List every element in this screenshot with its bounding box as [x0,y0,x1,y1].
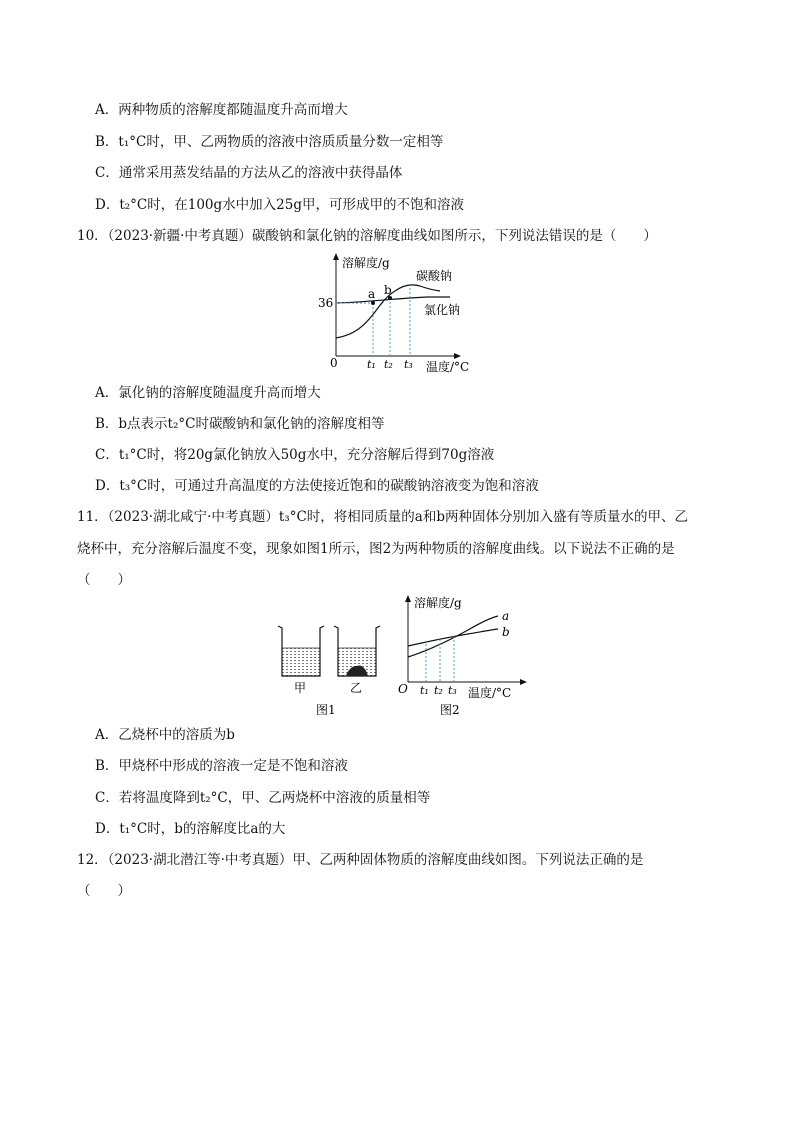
origin-label: O [398,682,408,696]
q9-option-b: B．t₁°C时，甲、乙两物质的溶液中溶质质量分数一定相等 [95,134,444,150]
series-label-b: b [502,625,510,639]
q11-option-c: C．若将温度降到t₂°C，甲、乙两烧杯中溶液的质量相等 [95,790,431,806]
x-axis-label: 温度/°C [426,360,470,374]
beaker-label-yi: 乙 [350,681,363,695]
y-axis-arrow-icon [333,253,339,260]
x-axis-label: 温度/°C [468,686,512,700]
q11-figure1-beakers [270,620,390,720]
x-tick-t1: t₁ [367,358,376,371]
q9-option-a: A．两种物质的溶解度都随温度升高而增大 [95,102,348,118]
y-axis-label: 溶解度/g [342,256,390,270]
q11-option-d: D．t₁°C时，b的溶解度比a的大 [95,821,286,837]
q11-figure2-solubility [390,590,530,720]
figure2-caption: 图2 [440,703,460,717]
x-axis-arrow-icon [454,353,461,359]
y-axis-label: 溶解度/g [414,596,462,610]
x-tick-t3: t₃ [404,358,413,371]
x-tick-t3: t₃ [448,684,457,697]
y-tick-36: 36 [318,296,334,310]
beaker-label-jia: 甲 [294,681,307,695]
q10-option-c: C．t₁°C时，将20g氯化钠放入50g水中，充分溶解后得到70g溶液 [95,447,495,463]
figure1-caption: 图1 [316,703,336,717]
x-tick-t2: t₂ [384,358,393,371]
x-tick-t2: t₂ [434,684,443,697]
q10-option-d: D．t₃°C时，可通过升高温度的方法使接近饱和的碳酸钠溶液变为饱和溶液 [95,478,539,494]
y-axis-arrow-icon [405,595,411,602]
x-tick-t1: t₁ [420,684,429,697]
q12-stem-line1: 12．（2023·湖北潜江等·中考真题）甲、乙两种固体物质的溶解度曲线如图。下列说法正确的是 [77,852,644,868]
series-label-a: a [502,609,510,623]
q11-stem-line1: 11．（2023·湖北咸宁·中考真题）t₃°C时，将相同质量的a和b两种固体分别加入盛有等质量水的甲、乙 [77,509,688,525]
point-b-label: b [384,283,392,297]
series-label-sodium-carbonate: 碳酸钠 [416,269,453,283]
q11-option-b: B．甲烧杯中形成的溶液一定是不饱和溶液 [95,758,348,774]
q11-stem-line3: （ ） [77,572,131,588]
q10-option-a: A．氯化钠的溶解度随温度升高而增大 [95,385,321,401]
q11-stem-line2: 烧杯中，充分溶解后温度不变，现象如图1所示，图2为两种物质的溶解度曲线。以下说法不正确的是 [77,541,675,557]
q12-stem-line2: （ ） [77,883,131,899]
point-a-label: a [368,287,376,301]
beaker-yi [334,626,380,676]
q9-option-c: C．通常采用蒸发结晶的方法从乙的溶液中获得晶体 [95,165,403,181]
q10-option-b: B．b点表示t₂°C时碳酸钠和氯化钠的溶解度相等 [95,416,385,432]
q10-solubility-figure [300,250,490,375]
origin-label: 0 [330,356,338,370]
q10-stem: 10．（2023·新疆·中考真题）碳酸钠和氯化钠的溶解度曲线如图所示，下列说法错误的是（ ） [77,228,657,244]
beaker-jia [278,626,324,676]
q11-option-a: A．乙烧杯中的溶质为b [95,727,235,743]
series-label-sodium-chloride: 氯化钠 [424,303,461,317]
q9-option-d: D．t₂°C时，在100g水中加入25g甲，可形成甲的不饱和溶液 [95,197,464,213]
x-axis-arrow-icon [520,679,527,685]
point-a [371,301,375,305]
